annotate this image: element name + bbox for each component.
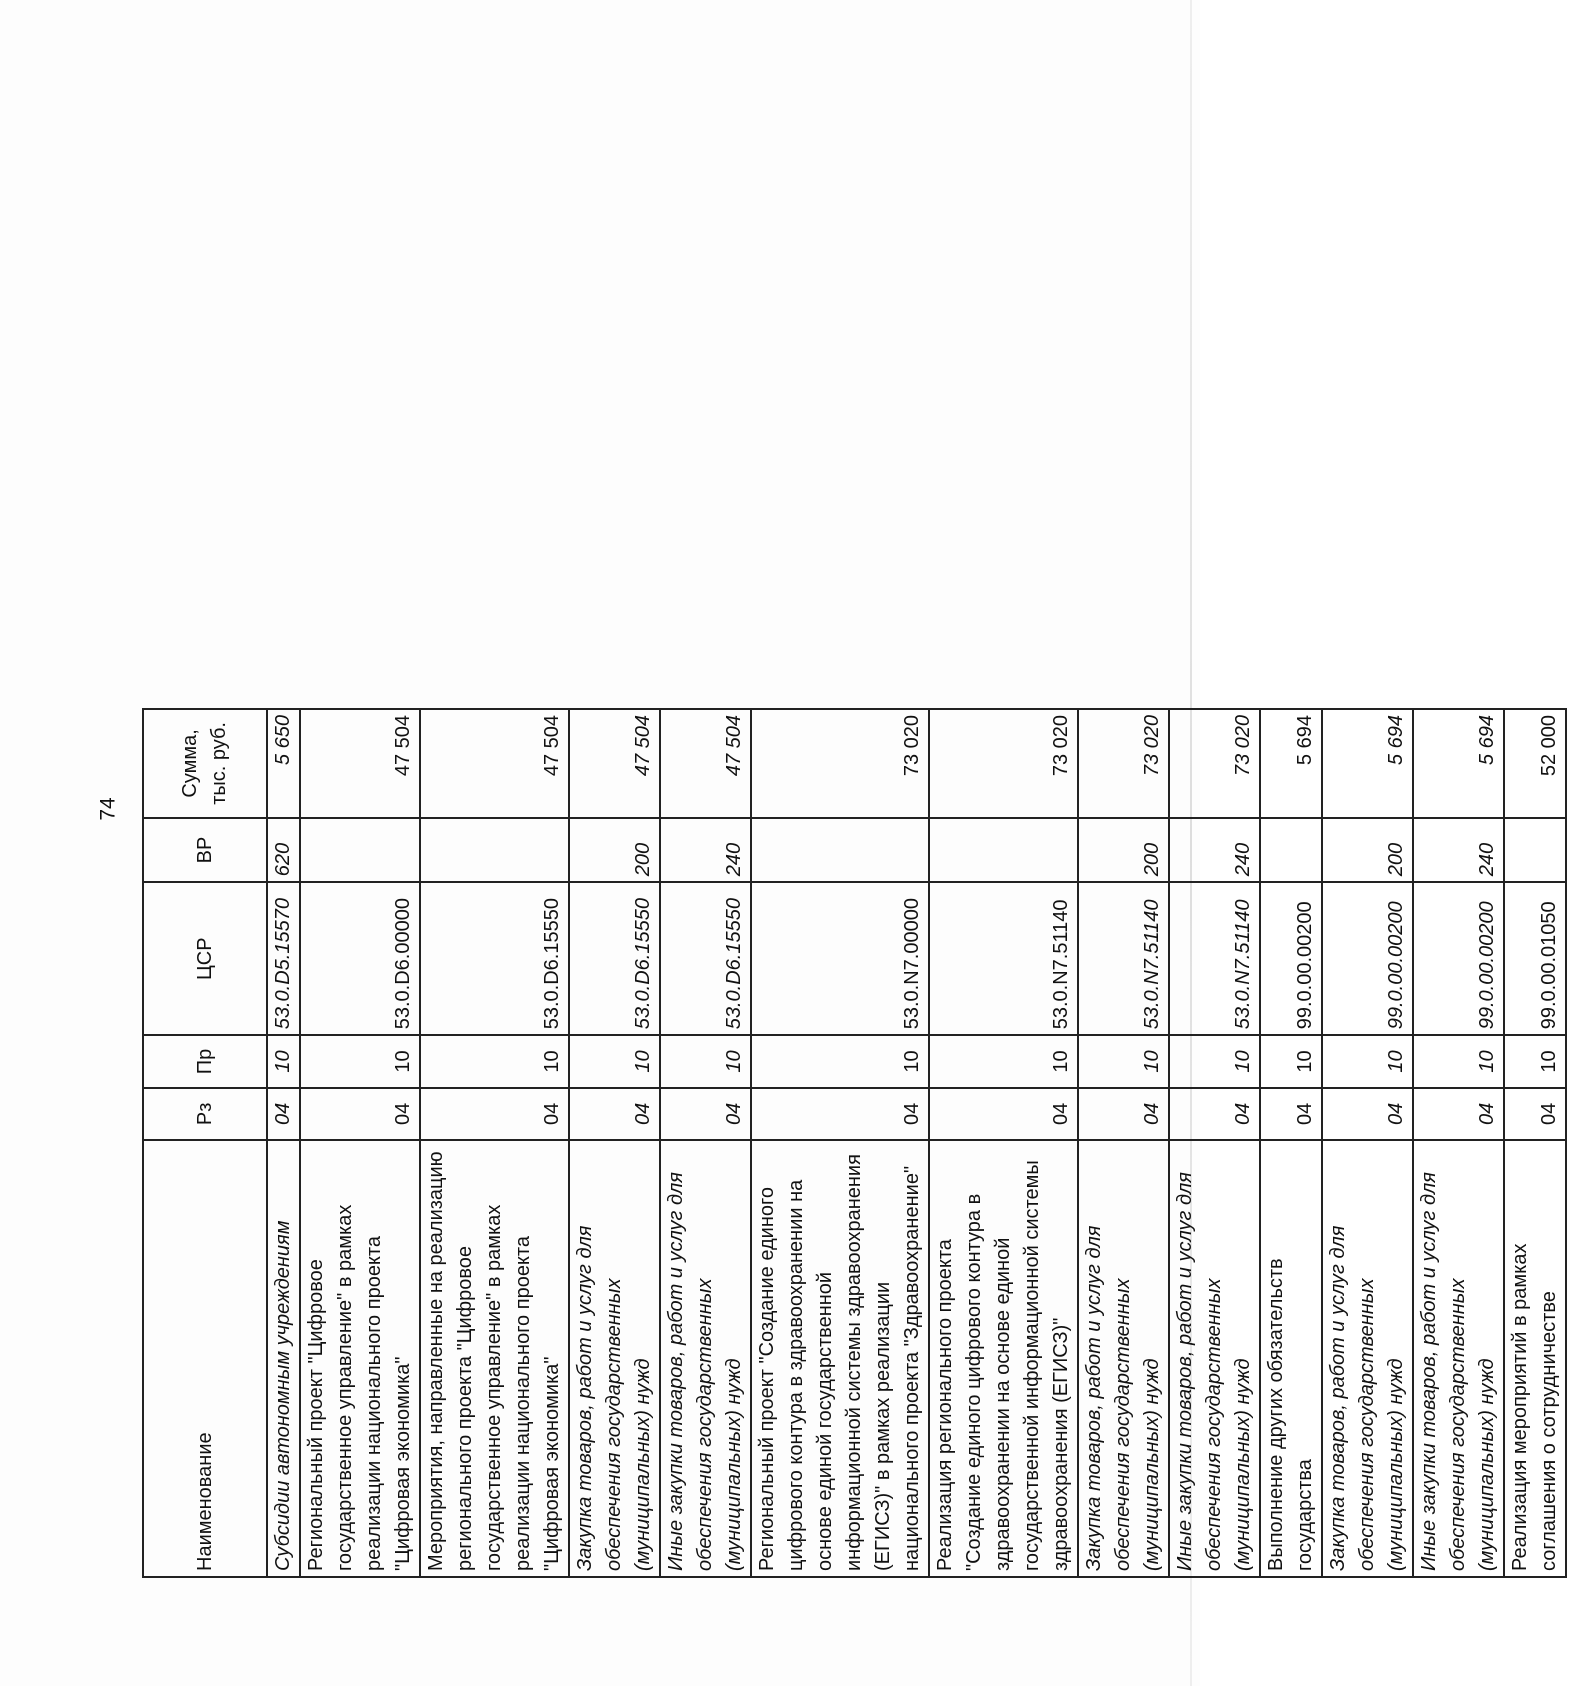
table-row: [751, 709, 929, 1577]
cell-sum: 47 504: [300, 709, 420, 818]
header-name: Наименование: [143, 1140, 267, 1577]
cell-sum: 73 020: [751, 709, 929, 818]
cell-rz: 04: [1260, 1088, 1322, 1140]
header-sum: Сумма, тыс. руб.: [143, 709, 267, 818]
cell-name: Иные закупки товаров, работ и услуг для обеспечения государственных (муниципальных) нужд: [660, 1140, 751, 1577]
cell-name: Субсидии автономным учреждениям: [267, 1140, 300, 1577]
cell-sum: 73 020: [1169, 709, 1260, 818]
cell-rz: 04: [569, 1088, 660, 1140]
table-body: [267, 709, 1566, 1577]
cell-name: Мероприятия, направленные на реализацию регионального проекта "Цифровое государственное управление" в рамках реализации национального проекта "Цифровая экономика": [420, 1140, 569, 1577]
cell-pr: 10: [1322, 1035, 1413, 1087]
cell-pr: 10: [267, 1035, 300, 1087]
cell-csr: 53.0.N7.51140: [1078, 882, 1169, 1035]
cell-csr: 53.0.D6.15550: [660, 882, 751, 1035]
cell-rz: 04: [929, 1088, 1078, 1140]
cell-csr: 99.0.00.00200: [1260, 882, 1322, 1035]
cell-vr: [1260, 818, 1322, 882]
rotated-table-area: [142, 128, 1592, 1571]
cell-sum: 5 694: [1413, 709, 1504, 818]
cell-vr: [929, 818, 1078, 882]
cell-vr: 240: [1169, 818, 1260, 882]
cell-vr: 240: [1413, 818, 1504, 882]
cell-name: Региональный проект "Создание единого цифрового контура в здравоохранении на основе единой государственной информационной системы здравоохранения (ЕГИСЗ)" в рамках реализации национального проекта "Здравоохранение": [751, 1140, 929, 1577]
cell-csr: 53.0.N7.51140: [929, 882, 1078, 1035]
table-row: [267, 709, 300, 1577]
table-row: [1322, 709, 1413, 1577]
cell-vr: 620: [267, 818, 300, 882]
header-vr: ВР: [143, 818, 267, 882]
table-row: [569, 709, 660, 1577]
cell-name: Закупка товаров, работ и услуг для обеспечения государственных (муниципальных) нужд: [1322, 1140, 1413, 1577]
table-row: [1169, 709, 1260, 1577]
cell-vr: [420, 818, 569, 882]
cell-sum: 73 020: [1078, 709, 1169, 818]
cell-csr: 53.0.N7.00000: [751, 882, 929, 1035]
cell-pr: 10: [300, 1035, 420, 1087]
cell-pr: 10: [420, 1035, 569, 1087]
cell-sum: 5 694: [1322, 709, 1413, 818]
cell-sum: 5 694: [1260, 709, 1322, 818]
cell-sum: 47 504: [420, 709, 569, 818]
cell-sum: 73 020: [929, 709, 1078, 818]
cell-sum: 5 650: [267, 709, 300, 818]
table-header-row: [143, 709, 267, 1577]
cell-csr: 99.0.00.01050: [1504, 882, 1566, 1035]
cell-rz: 04: [1504, 1088, 1566, 1140]
cell-rz: 04: [1078, 1088, 1169, 1140]
cell-csr: 53.0.N7.51140: [1169, 882, 1260, 1035]
cell-rz: 04: [1169, 1088, 1260, 1140]
cell-vr: [1504, 818, 1566, 882]
table-row: [420, 709, 569, 1577]
table-row: [1413, 709, 1504, 1577]
page-number: 74: [96, 797, 120, 821]
cell-rz: 04: [420, 1088, 569, 1140]
cell-rz: 04: [1322, 1088, 1413, 1140]
cell-name: Выполнение других обязательств государства: [1260, 1140, 1322, 1577]
table-row: [929, 709, 1078, 1577]
cell-name: Реализация регионального проекта "Создание единого цифрового контура в здравоохранении на основе единой государственной информационной системы здравоохранения (ЕГИСЗ)": [929, 1140, 1078, 1577]
cell-rz: 04: [300, 1088, 420, 1140]
cell-pr: 10: [751, 1035, 929, 1087]
cell-vr: [751, 818, 929, 882]
table-row: [1504, 709, 1566, 1577]
budget-table: [142, 708, 1567, 1578]
table-row: [300, 709, 420, 1577]
cell-vr: 200: [569, 818, 660, 882]
cell-rz: 04: [267, 1088, 300, 1140]
cell-name: Закупка товаров, работ и услуг для обеспечения государственных (муниципальных) нужд: [1078, 1140, 1169, 1577]
cell-pr: 10: [569, 1035, 660, 1087]
cell-name: Иные закупки товаров, работ и услуг для обеспечения государственных (муниципальных) нужд: [1169, 1140, 1260, 1577]
cell-name: Иные закупки товаров, работ и услуг для обеспечения государственных (муниципальных) нужд: [1413, 1140, 1504, 1577]
cell-vr: [300, 818, 420, 882]
cell-csr: 99.0.00.00200: [1413, 882, 1504, 1035]
cell-vr: 240: [660, 818, 751, 882]
cell-pr: 10: [1413, 1035, 1504, 1087]
cell-csr: 53.0.D6.15550: [420, 882, 569, 1035]
cell-csr: 53.0.D5.15570: [267, 882, 300, 1035]
cell-name: Реализация мероприятий в рамках соглашения о сотрудничестве: [1504, 1140, 1566, 1577]
cell-pr: 10: [929, 1035, 1078, 1087]
cell-csr: 99.0.00.00200: [1322, 882, 1413, 1035]
cell-pr: 10: [1078, 1035, 1169, 1087]
cell-sum: 47 504: [660, 709, 751, 818]
cell-pr: 10: [1504, 1035, 1566, 1087]
cell-csr: 53.0.D6.15550: [569, 882, 660, 1035]
table-row: [1078, 709, 1169, 1577]
table-row: [660, 709, 751, 1577]
cell-pr: 10: [1169, 1035, 1260, 1087]
cell-pr: 10: [1260, 1035, 1322, 1087]
cell-name: Закупка товаров, работ и услуг для обеспечения государственных (муниципальных) нужд: [569, 1140, 660, 1577]
header-rz: Рз: [143, 1088, 267, 1140]
cell-vr: 200: [1078, 818, 1169, 882]
header-pr: Пр: [143, 1035, 267, 1087]
cell-pr: 10: [660, 1035, 751, 1087]
cell-sum: 52 000: [1504, 709, 1566, 818]
cell-sum: 47 504: [569, 709, 660, 818]
cell-name: Региональный проект "Цифровое государственное управление" в рамках реализации национального проекта "Цифровая экономика": [300, 1140, 420, 1577]
cell-rz: 04: [660, 1088, 751, 1140]
header-csr: ЦСР: [143, 882, 267, 1035]
table-container: [142, 128, 1560, 1578]
cell-vr: 200: [1322, 818, 1413, 882]
cell-rz: 04: [1413, 1088, 1504, 1140]
cell-csr: 53.0.D6.00000: [300, 882, 420, 1035]
table-row: [1260, 709, 1322, 1577]
cell-rz: 04: [751, 1088, 929, 1140]
